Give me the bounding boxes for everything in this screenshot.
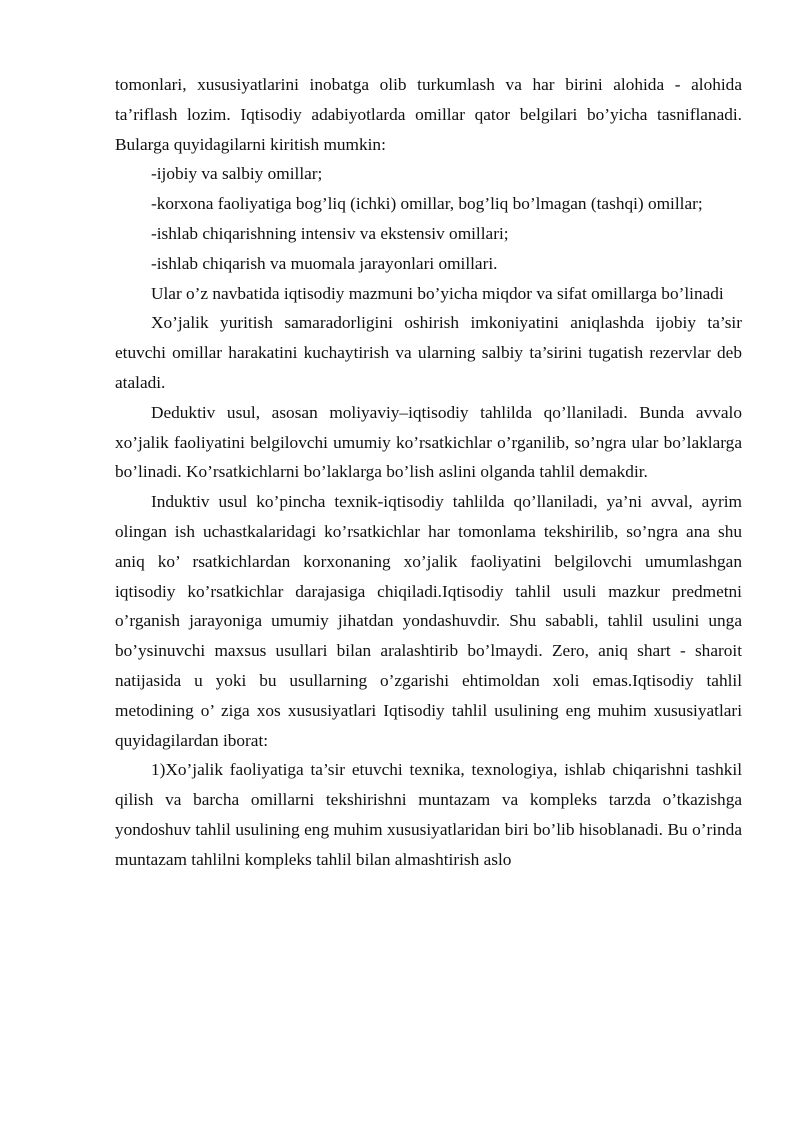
list-item-production-circulation-factors: -ishlab chiqarish va muomala jarayonlari omillari. <box>151 253 498 273</box>
document-page <box>115 70 742 875</box>
list-item-positive-negative-factors: -ijobiy va salbiy omillar; <box>151 164 323 184</box>
paragraph: Ular o’z navbatida iqtisodiy mazmuni bo’yicha miqdor va sifat omillarga bo’linadi <box>151 283 724 303</box>
paragraph: Deduktiv usul, asosan moliyaviy–iqtisodiy tahlilda qo’llaniladi. Bunda avvalo xo’jalik faoliyatini belgilovchi umumiy ko’rsatkichlar o’rganilib, so’ngra ular bo’laklarga bo’linadi. Ko’rsatkichlarni bo’laklarga bo’lish aslini olganda tahlil demakdir. <box>115 402 742 482</box>
list-item-internal-external-factors: -korxona faoliyatiga bog’liq (ichki) omillar, bog’liq bo’lmagan (tashqi) omillar; <box>151 194 703 214</box>
paragraph: tomonlari, xususiyatlarini inobatga olib turkumlash va har birini alohida - alohida ta’riflash lozim. Iqtisodiy adabiyotlarda omillar qator belgilari bo’yicha tasniflanadi. Bularga quyidagilarni kiritish mumkin: <box>115 75 742 154</box>
paragraph: Xo’jalik yuritish samaradorligini oshirish imkoniyatini aniqlashda ijobiy ta’sir etuvchi omillar harakatini kuchaytirish va ularning salbiy ta’sirini tugatish rezervlar deb ataladi. <box>115 313 742 392</box>
list-item-intensive-extensive-factors: -ishlab chiqarishning intensiv va ekstensiv omillari; <box>151 223 509 243</box>
paragraph: 1)Xo’jalik faoliyatiga ta’sir etuvchi texnika, texnologiya, ishlab chiqarishni tashkil qilish va barcha omillarni tekshirishni muntazam va kompleks tarzda o’tkazishga yondoshuv tahlil usulining eng muhim xususiyatlaridan biri bo’lib hisoblanadi. Bu o’rinda muntazam tahlilni kompleks tahlil bilan almashtirish aslo <box>115 760 742 869</box>
paragraph: Induktiv usul ko’pincha texnik-iqtisodiy tahlilda qo’llaniladi, ya’ni avval, ayrim olingan ish uchastkalaridagi ko’rsatkichlar har tomonlama tekshirilib, so’ngra ana shu aniq ko’ rsatkichlardan korxonaning xo’jalik faoliyatini belgilovchi umumlashgan iqtisodiy ko’rsatkichlar darajasiga chiqiladi.Iqtisodiy tahlil usuli mazkur predmetni o’rganish jarayoniga umumiy jihatdan yondashuvdir. Shu sababli, tahlil usulini unga bo’ysinuvchi maxsus usullari bilan aralashtirib bo’lmaydi. Zero, aniq shart - sharoit natijasida u yoki bu usullarning o’zgarishi ehtimoldan xoli emas.Iqtisodiy tahlil metodining o’ ziga xos xususiyatlari Iqtisodiy tahlil usulining eng muhim xususiyatlari quyidagilardan iborat: <box>115 492 742 750</box>
